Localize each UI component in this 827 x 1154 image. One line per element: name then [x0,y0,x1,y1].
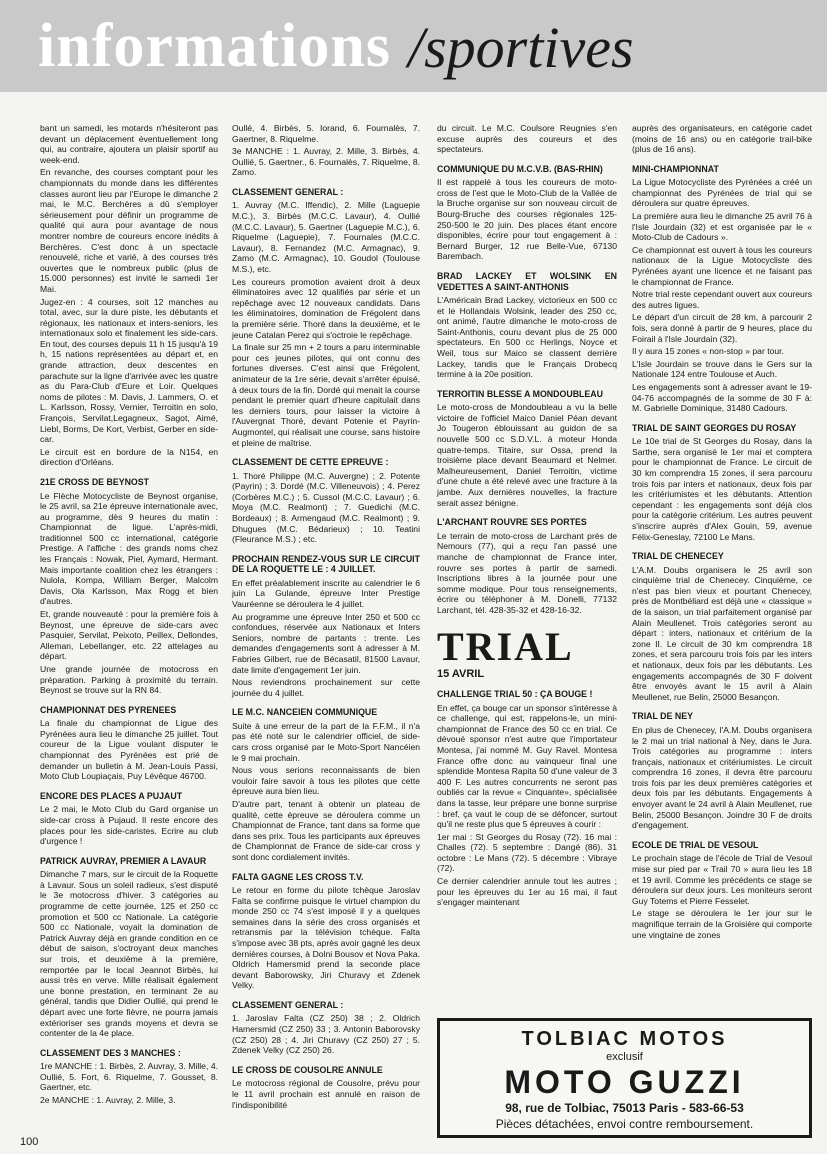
paragraph: du circuit. Le M.C. Coulsore Reugnies s'en excuse auprès des coureurs et des spectateurs. [437,123,617,155]
section-heading: MINI-CHAMPIONNAT [632,163,719,174]
trial-banner [437,625,617,680]
paragraph: Le moto-cross de Mondoubleau a vu la belle victoire de l'officiel Maico Daniel Péan devant Jo Tougeron éblouissant au guidon de sa nouvelle 500 cc S.D.V.L. à moteur Honda quatre-temps. Titaire, sur Ossa, prend la troisième place devant Beaumard et Nelmer. Malheureusement, Daniel Terroitin, victime d'une chute a été relevé avec une fracture à la jambe. Aux dernières nouvelles, la fracture serait assez bénigne. [437,402,617,508]
section-heading: CLASSEMENT DES 3 MANCHES : [40,1047,181,1058]
paragraph: L'A.M. Doubs organisera le 25 avril son cinquième trial de Chenecey. Cinquième, ce n'est pas bien vieux et pourtant Chenecey, près de Montbéliard est déjà une « classique » de la saison, un trial parfaitement organisé par Alain Meullenet. Trois catégories seront au départ : inters, nationaux et critérium de la zone II. Le circuit de 30 km comprendra 18 zones, et sera parcouru trois fois par les inters et nationaux, deux fois par les débutants. Les engagements accompagnés de 30 F doivent être envoyés avant le 15 avril à Alain Meullenet, rue Belin, 25000 Besançon. [632,564,812,702]
section-heading: CHALLENGE TRIAL 50 : ÇA BOUGE ! [437,689,593,700]
paragraph: Nous vous serions reconnaissants de bien vouloir faire savoir à tous les pilotes que cette épreuve aura bien lieu. [232,765,420,797]
paragraph: 1re MANCHE : 1. Birbès, 2. Auvray, 3. Mille, 4. Oullié, 5. Fort, 6. Riquelme, 7. Gousset, 8. Gaertner, etc. [40,1061,218,1093]
paragraph: Les coureurs promotion avaient droit à deux éliminatoires avec 12 qualifiés par série et un repêchage avec 12 nouveaux candidats. Dans les éliminatoires, domination de Frégolent dans la première série. Thoré dans la deuxième, et le jeune Catalan Perez qui s'octroie le repêchage. [232,276,420,340]
paragraph: La première aura lieu le dimanche 25 avril 76 à l'Isle Jourdain (32) et est organisée par le « Moto-Club de Cadours ». [632,211,812,243]
paragraph: Le prochain stage de l'école de Trial de Vesoul mise sur pied par « Trail 70 » aura lieu les 18 et 19 avril. Comme les précédents ce stage se déroulera sur deux jours. Les moniteurs seront Guy Totems et Pierre Fesselet. [632,853,812,906]
paragraph: Le 2 mai, le Moto Club du Gard organise un side-car cross à Pujaud. Il reste encore des places pour les side-caristes. Ecrire au club d'urgence ! [40,804,218,847]
advertisement-box [437,1018,812,1138]
paragraph: La finale sur 25 mn + 2 tours a paru interminable pour ces jeunes pilotes, qui ont connu des fortunes diverses. C'est ainsi que Frégolent, animateur de la 1re série, devait s'arrêter épuisé, à deux tours de la fin. Dordé qui menait la course pendant le premier quart d'heure capitulait dans les derniers tours, pour laisser la victoire à l'Auvergnat Thoré, devant Potenie et Payrin-Augmontel, qui réalisait une course, sans histoire et pleine de maîtrise. [232,342,420,448]
column-4 [632,123,812,942]
paragraph: Le retour en forme du pilote tchèque Jaroslav Falta se confirme puisque le virtuel champion du monde 250 cc 74 s'est imposé il y a quelques semaines dans la série des cross organisés et retransmis par la télévision tchèque. Falta s'impose avec 38 pts, après avoir gagné les deux dernières courses, à Dolni Bousov et Nova Paka. Oldrich Hamersmid prend la seconde place devant Baborowsky, Jiri Churavy et Zdenek Velky. [232,885,420,991]
trial-date: 15 AVRIL [437,668,485,681]
header-band [0,0,827,92]
paragraph: Une grande journée de motocross en préparation. Parking à proximité du terrain. Beynost se trouve sur la RN 84. [40,664,218,696]
paragraph: 1. Thoré Philippe (M.C. Auvergne) ; 2. Potente (Payrin) ; 3. Dordé (M.C. Villeneuvois) ; 4. Perez (Corbères M.C.) ; 5. Cussol (M.C.C. Lavaur) ; 6. Moya (M.C. Realmont) ; 7. Guedichi (M.C. Bordeaux) ; 8. Armengaud (M.C. Realmont) ; 9. Dhugues (M.C. Bédarieux) ; 10. Teatini (Fleurance M.S.) ; etc. [232,470,420,545]
paragraph: Le départ d'un circuit de 28 km, à parcourir 2 fois, sera donné à partir de 9 heures, place du Foirail à l'Isle Jourdain (32). [632,312,812,344]
section-heading: ENCORE DES PLACES A PUJAUT [40,790,183,801]
paragraph: Ce championnat est ouvert à tous les coureurs nationaux de la Ligue Motocycliste des Pyrénées ayant une licence et ne faisant pas le championnat de France. [632,244,812,287]
section-heading: PATRICK AUVRAY, PREMIER A LAVAUR [40,855,207,866]
paragraph: Il y aura 15 zones « non-stop » par tour. [632,346,784,357]
paragraph: Le stage se déroulera le 1er jour sur le magnifique terrain de la Groisière qui comporte une vingtaine de zones [632,908,812,940]
column-3 [437,123,617,910]
paragraph: Dimanche 7 mars, sur le circuit de la Roquette à Lavaur. Sous un soleil radieux, s'est disputé le 3e motocross d'hiver. 3 catégories au programme de cette journée, 125 et 250 cc promotion et 500 cc Nationale. La catégorie 500 cc Nationale, voyait la domination de Patrick Auvray déjà en grande condition en ce début de saison, s'octroyant deux manches sur trois, et deuxième à la première, remportée par le local Jeannot Birbès, lui aussi très en verve. Mille réalisait également une bonne prestation, en terminant 2e au général, tandis que Didier Oullié, qui prend le départ avec une forte fièvre, ne pourra jamais extérioriser ses grands moyens et devra se contenter de la 4e place. [40,869,218,1039]
paragraph: L'Américain Brad Lackey, victorieux en 500 cc et le Hollandais Wolsink, leader des 250 cc, ont animé, l'autre dimanche le moto-cross de Saint-Anthonis, couru devant plus de 25 000 spectateurs. En 500 cc Herlings, Noyce et Weil, tous sur Maico se classent derrière Lackey, tandis que le Français Drobecq termine à la 20e position. [437,295,617,380]
section-heading: CLASSEMENT GENERAL : [232,999,344,1010]
paragraph: 3e MANCHE : 1. Auvray, 2. Mille, 3. Birbès, 4. Oullié, 5. Gaertner., 6. Fournalès, 7. Riquelme, 8. Zamo. [232,146,420,178]
paragraph: D'autre part, tenant à obtenir un plateau de qualité, cette épreuve se déroulera comme un Championnat de France, tant dans sa forme que dans ses prix. Tous les participants aux épreuves de Championnat de France de side-car cross y sont donc cordialement invités. [232,798,420,862]
paragraph: En effet préalablement inscrite au calendrier le 6 juin La Gulande, épreuve Inter Prestige Vauréenne se déroulera le 4 juillet. [232,577,420,609]
paragraph: En plus de Chenecey, l'A.M. Doubs organisera le 2 mai un trial national à Ney, dans le Jura. Trois catégories au programme : inters français, nationaux et critériumistes. Le circuit comprendra 16 zones, il devra être parcouru trois fois par les deux premières catégories et deux fois par les débutants. Engagements à envoyer avant le 24 avril à Alain Meullenet, rue Belin, 25000 Besançon. Joindre 30 F de droits d'engagement. [632,724,812,831]
paragraph: La Ligue Motocycliste des Pyrénées a créé un championnat des Pyrénées de trial qui se déroulera sur quatre épreuves. [632,177,812,209]
section-heading: PROCHAIN RENDEZ-VOUS SUR LE CIRCUIT DE LA ROQUETTE LE : 4 JUILLET. [232,553,420,575]
ad-address: 98, rue de Tolbiac, 75013 Paris - 583-66-53 [505,1101,744,1115]
ad-brand: MOTO GUZZI [504,1064,745,1100]
ad-tagline: Pièces détachées, envoi contre remboursement. [495,1117,754,1131]
paragraph: Les engagements sont à adresser avant le 19-04-76 accompagnés de la somme de 30 F à: M. Gabrielle Dominique, 31480 Cadours. [632,381,812,414]
paragraph: 1. Auvray (M.C. Iffendic), 2. Mille (Laguepie M.C.), 3. Birbès (M.C.C. Lavaur), 4. Oullié (M.C.C. Lavaur), 5. Gaertner (Laguepie M.C.), 6. Riquelme (Laguepie), 7. Fournales (M.C.C. Lavaur), 8. Fernandez (M.C. Armagnac), 9. Zamo (M.C. Armagnac), 10. Goudol (Toulouse M.S.), etc. [232,200,420,275]
ad-title: TOLBIAC MOTOS [521,1028,728,1050]
paragraph: 1. Jaroslav Falta (CZ 250) 38 ; 2. Oldrich Hamersmid (CZ 250) 33 ; 3. Antonin Baborovsky (CZ 250) 28 ; 4. Jiri Churavy (CZ 250) 27 ; 5. Zdenek Velky (CZ 250) 26. [232,1013,420,1056]
paragraph: Le Flèche Motocycliste de Beynost organise, le 25 avril, sa 21e épreuve internationale avec, au programme, dès 9 heures du matin : Championnat de ligue. L'après-midi, traditionnel 500 cc international, catégorie Prestige. A l'affiche : des grands noms chez les Français : Nowak, Piel, Aymard, Hermant. Mais importante coalition chez les étrangers : Nulola, Kompa, William Berger, Malcolm Davis, Ola Karlsson, Max Rogg et bien d'autres. [40,490,218,607]
section-heading: CLASSEMENT GENERAL : [232,186,344,197]
paragraph: Au programme une épreuve Inter 250 et 500 cc confondues, réservée aux Nationaux et Inters Seniors, nombre de partants : trente. Les demandes d'engagements sont à adresser à M. Fabries Gilbert, rue de Bécasatil, 81500 Lavaur, date limite d'engagement 1er juin. [232,611,420,675]
paragraph: Notre trial reste cependant ouvert aux coureurs des autres ligues. [632,289,812,310]
paragraph: 1er mai : St Georges du Rosay (72). 16 mai : Challes (72). 5 septembre : Dangé (86). 31 octobre : Le Mans (72). 5 décembre : Vibraye (72). [437,831,617,874]
paragraph: Nous reviendrons prochainement sur cette journée du 4 juillet. [232,677,420,698]
column-1 [40,123,218,1108]
paragraph: Oullé, 4. Birbès, 5. Iorand, 6. Fournalès, 7. Gaertner, 8. Riquelme. [232,123,420,144]
paragraph: Et, grande nouveauté : pour la première fois à Beynost, une épreuve de side-cars avec Pasquier, Servilat, Peixoto, Peillex, Dellondes, Alleman, Lebellanger, etc. 22 attelages au départ. [40,609,218,662]
section-heading: TRIAL DE CHENECEY [632,551,724,562]
paragraph: Il est rappelé à tous les coureurs de moto-cross de l'est que le Moto-Club de la Vallée de la Bruche organise sur son nouveau circuit de Bourg-Bruche des courses régionales 125-250-500 le 20 juin. Des places étant encore disponibles, écrire pour tout engagement à : Bernard Burger, 12 rue Belle-Vue, 67130 Barembach. [437,177,617,262]
paragraph: Le circuit est en bordure de la N154, en direction d'Orléans. [40,446,218,468]
section-heading: COMMUNIQUE DU M.C.V.B. (BAS-RHIN) [437,163,603,174]
paragraph: Le terrain de moto-cross de Larchant près de Nemours (77), qui a reçu l'an passé une manche de championnat de France inter, rouvre ses portes à partir de samedi. Inscriptions libres à la journée pour une somme modique. Pour tous renseignements, écrire ou téléphoner à M. Donelli, 77132 Larchant, tél. 428-35-32 et 428-16-32. [437,530,617,615]
page-number: 100 [20,1136,39,1148]
paragraph: Suite à une erreur de la part de la F.F.M., il n'a pas été noté sur le calendrier officiel, de side-cars cross organisé par le Moto-Sport Nancéien le 9 mai prochain. [232,720,420,763]
section-heading: LE M.C. NANCEIEN COMMUNIQUE [232,707,378,718]
paragraph: L'Isle Jourdain se trouve dans le Gers sur la Nationale 124 entre Toulouse et Auch. [632,358,812,380]
ad-subtitle: exclusif [606,1051,643,1063]
column-2 [232,123,420,1112]
paragraph: bant un samedi, les motards n'hésiteront pas devant un déplacement éventuellement long qui, au contraire, ajoutera un plaisir sportif au week-end. [40,123,218,165]
section-heading: BRAD LACKEY ET WOLSINK EN VEDETTES A SAINT-ANTHONIS [437,271,617,292]
paragraph: Jugez-en : 4 courses, soit 12 manches au total, avec, sur la dure piste, les débutants et régionaux, les nationaux et inters-seniors, les internationaux solo et finalement les side-cars. En tout, des courses depuis 11 h 15 jusqu'à 19 h, 15 nations représentées au départ et, en grande attraction, deux descentes en parachute sur la ligne d'arrivée avec les quatre as du Para-Club d'Eure et Loir. Quelques noms de pilotes : M. Davis, J. Lammers, O. et L. Karlsson, Rossy, Vernier, Terroitin en solo, François, Servilat,Legagneux, Sagot, Aimé, Liebl, Borms, De Kort, Verbist, Gerber en side-car. [40,296,218,445]
paragraph: En revanche, des courses comptant pour les championnats du monde dans les différentes classes auront lieu par l'Europe le dimanche 2 mai, le M.C. Berchères a dû s'employer sérieusement pour définir un programme de qualité qui aura pour avantage de nous montrer nombre de coureurs encore inédits à Berchères. C'est donc à un spectacle renouvelé, riche et varié, à des courses très ouvertes que le nombreux public (plus de 15.000 personnes) est invité le samedi 1er Mai. [40,167,218,294]
paragraph: Ce dernier calendrier annule tout les autres ; pour les épreuves du 1er au 16 mai, il faut s'engager maintenant [437,876,617,908]
paragraph: Le motocross régional de Cousolre, prévu pour le 11 avril prochain est annulé en raison de l'indisponibilité [232,1078,420,1110]
section-heading: LE CROSS DE COUSOLRE ANNULE [232,1064,383,1075]
section-heading: 21E CROSS DE BEYNOST [40,477,150,487]
paragraph: En effet, ça bouge car un sponsor s'intéresse à ce challenge, qui est, rappelons-le, un mini-championnat de France des 50 cc en trial. Ce dévoué sponsor n'est autre que l'importateur Montesa, j'ai nommé M. Guy Ravel. Montesa France offre donc au vainqueur final une splendide Montesa Rapita 50 d'une valeur de 3 400 F. Les autres concurrents ne seront pas oubliés car la revue « Cinquante», spécialisée dans la tasse, leur prépare une bonne surprise : bref, ça vaut le coup de se défoncer, surtout qu'il ne reste plus que 5 épreuves à courir : [437,702,617,830]
section-heading: TRIAL DE SAINT GEORGES DU ROSAY [632,422,797,433]
page-subtitle: /sportives [408,15,634,80]
section-heading: TRIAL DE NEY [632,711,693,722]
section-heading: CHAMPIONNAT DES PYRENEES [40,704,177,715]
paragraph: auprès des organisateurs, en catégorie cadet (moins de 16 ans) ou en catégorie trail-bike (plus de 16 ans). [632,123,812,155]
section-heading: ECOLE DE TRIAL DE VESOUL [632,839,759,850]
paragraph: 2e MANCHE : 1. Auvray, 2. Mille, 3. [40,1095,176,1105]
section-heading: TERROITIN BLESSE A MONDOUBLEAU [437,388,604,399]
section-heading: L'ARCHANT ROUVRE SES PORTES [437,517,587,528]
trial-heading: TRIAL [437,624,574,670]
page-title: informations [38,12,391,80]
paragraph: La finale du championnat de Ligue des Pyrénées aura lieu le dimanche 25 juillet. Tout coureur de la Ligue voulant disputer le championnat des Pyrénées est prié de demander un bulletin à M. Jean-Louis Passi, Moto Club Loupiaçais, Puy Lévêque 46700. [40,718,218,782]
section-heading: CLASSEMENT DE CETTE EPREUVE : [232,457,389,468]
section-heading: FALTA GAGNE LES CROSS T.V. [232,871,364,882]
paragraph: Le 10e trial de St Georges du Rosay, dans la Sarthe, sera organisé le 1er mai et comptera pour le championnat de France. Le circuit de 30 km comprendra 15 zones, il sera parcouru trois fois par inters et nationaux, deux fois par les critériumistes et les débutants. Attention cependant : les engagements sont déjà clos pour la catégorie critérium. Les autres peuvent s'inscrire auprès d'Alex Gouin, 59, avenue Félix-Geneslay, 72100 Le Mans. [632,436,812,542]
